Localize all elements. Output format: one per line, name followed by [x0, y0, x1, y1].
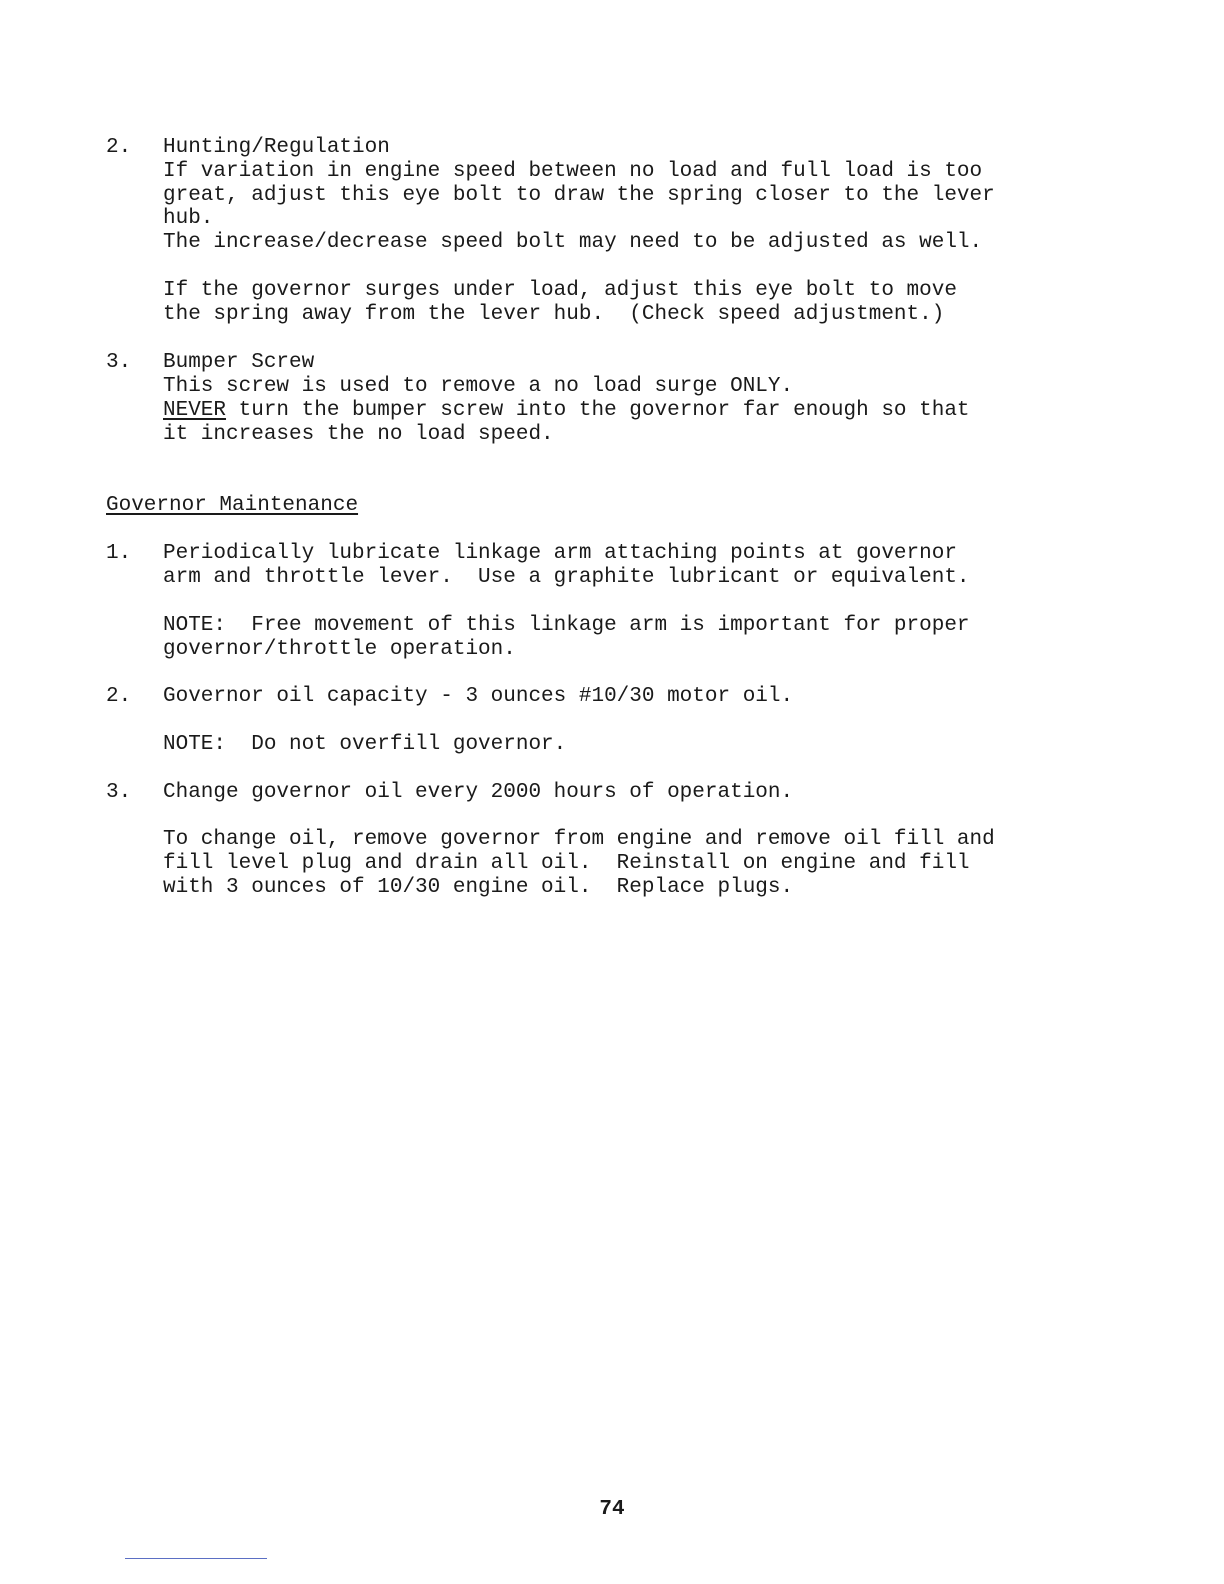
paragraph-line: Governor oil capacity - 3 ounces #10/30 motor oil.: [163, 685, 794, 708]
paragraph-line: hub.: [163, 207, 214, 230]
note-line: NOTE: Do not overfill governor.: [163, 733, 567, 756]
paragraph-line: The increase/decrease speed bolt may need to be adjusted as well.: [163, 231, 983, 254]
paragraph-line: it increases the no load speed.: [163, 423, 554, 446]
paragraph-line: Periodically lubricate linkage arm attaching points at governor: [163, 542, 957, 565]
item-number: 2.: [106, 685, 132, 708]
paragraph-line: fill level plug and drain all oil. Reinstall on engine and fill: [163, 852, 970, 875]
paragraph-text: turn the bumper screw into the governor far enough so that: [226, 399, 970, 422]
footer-rule: [125, 1558, 267, 1559]
note-line: governor/throttle operation.: [163, 638, 516, 661]
paragraph-line: arm and throttle lever. Use a graphite lubricant or equivalent.: [163, 566, 970, 589]
page-number: 74: [599, 1498, 625, 1521]
paragraph-line: great, adjust this eye bolt to draw the spring closer to the lever: [163, 184, 995, 207]
paragraph-line: the spring away from the lever hub. (Check speed adjustment.): [163, 303, 945, 326]
paragraph-line: If the governor surges under load, adjust this eye bolt to move: [163, 279, 957, 302]
item-number: 1.: [106, 542, 132, 565]
paragraph-line: with 3 ounces of 10/30 engine oil. Replace plugs.: [163, 876, 794, 899]
never-emphasis: NEVER: [163, 399, 227, 422]
section-heading-governor-maintenance: Governor Maintenance: [106, 494, 359, 517]
paragraph-line: This screw is used to remove a no load surge ONLY.: [163, 375, 794, 398]
item-number: 3.: [106, 351, 132, 374]
paragraph-line: To change oil, remove governor from engine and remove oil fill and: [163, 828, 995, 851]
paragraph-line: If variation in engine speed between no load and full load is too: [163, 160, 983, 183]
note-line: NOTE: Free movement of this linkage arm is important for proper: [163, 614, 970, 637]
item-title-bumper-screw: Bumper Screw: [163, 351, 315, 374]
item-number: 3.: [106, 781, 132, 804]
paragraph-line-never: [163, 399, 970, 423]
item-number: 2.: [106, 136, 132, 159]
paragraph-line: Change governor oil every 2000 hours of operation.: [163, 781, 794, 804]
item-title-hunting-regulation: Hunting/Regulation: [163, 136, 390, 159]
